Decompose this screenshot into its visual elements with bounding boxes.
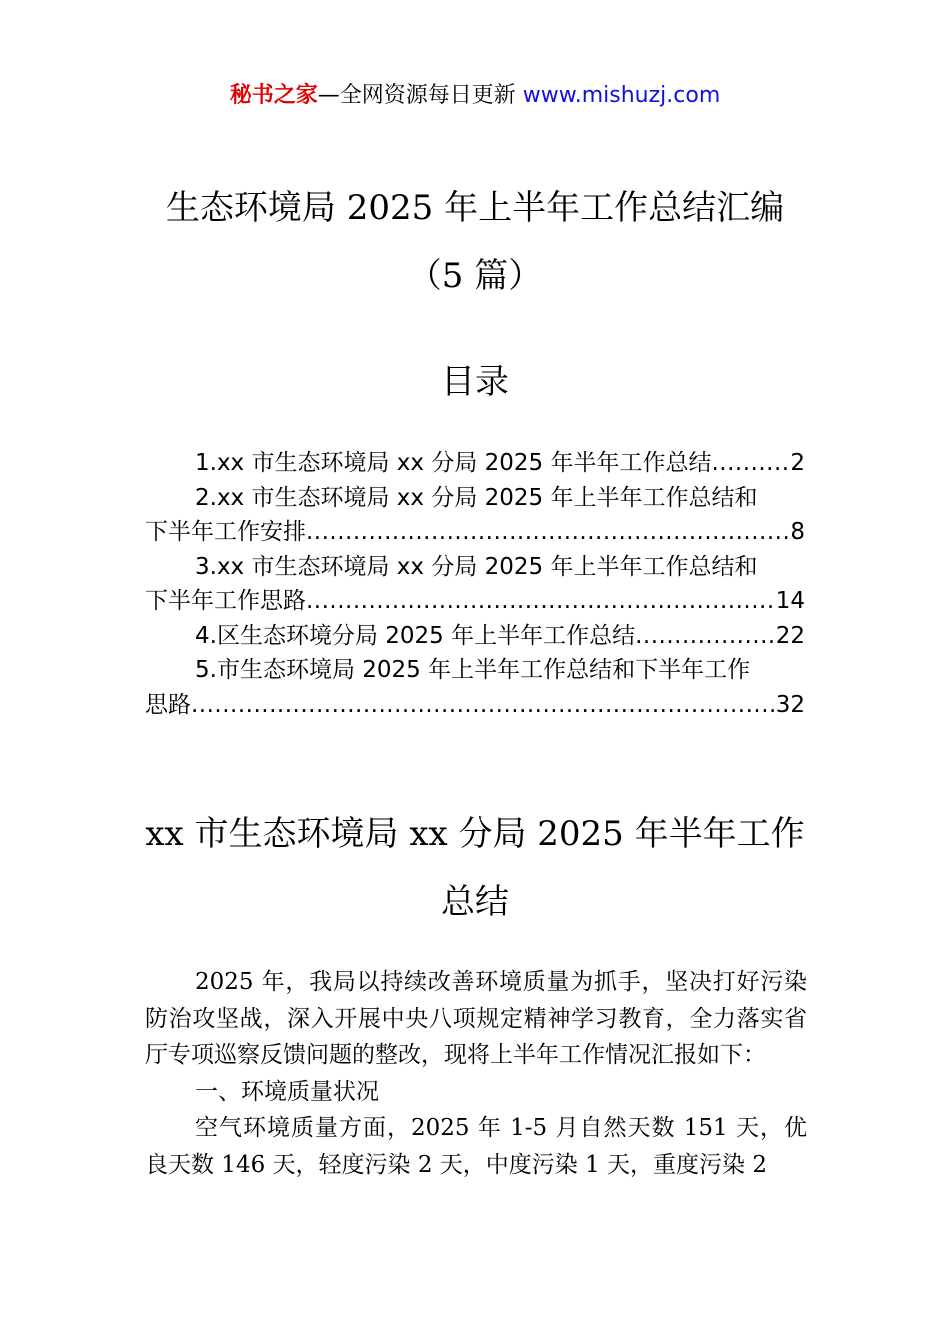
banner-brand: 秘书之家 (229, 83, 318, 108)
body-paragraph: 2025 年，我局以持续改善环境质量为抓手，坚决打好污染防治攻坚战，深入开展中央八项规定精神学习教育，全力落实省厅专项巡察反馈问题的整改，现将上半年工作情况汇报如下： (145, 969, 807, 1068)
toc-entry-text: 1.xx 市生态环境局 xx 分局 2025 年半年工作总结 (195, 450, 712, 476)
toc-entry-text: 4.区生态环境分局 2025 年上半年工作总结 (195, 622, 636, 649)
toc-entry-continuation[interactable] (145, 515, 805, 550)
toc-leader (191, 688, 776, 723)
toc-leader (306, 584, 776, 619)
toc-entry[interactable] (145, 550, 805, 585)
toc-page-number: 2 (790, 450, 805, 476)
toc-leader (711, 446, 790, 481)
toc-entry[interactable] (145, 481, 805, 516)
toc-entry[interactable] (145, 619, 805, 654)
toc-entry-text: 下半年工作安排 (145, 519, 306, 545)
document-title: 生态环境局 2025 年上半年工作总结汇编 (165, 188, 785, 228)
toc-entry-text: 下半年工作思路 (145, 588, 306, 614)
toc-page-number: 32 (775, 691, 805, 718)
toc-entry[interactable] (145, 653, 805, 688)
table-of-contents (145, 446, 805, 722)
toc-entry-text: 5.市生态环境局 2025 年上半年工作总结和下半年工作 (195, 657, 751, 683)
toc-entry[interactable] (145, 446, 805, 481)
section-heading: 一、环境质量状况 (195, 1078, 379, 1105)
section-title-continued: 总结 (441, 882, 509, 922)
body-paragraph: 空气环境质量方面，2025 年 1-5 月自然天数 151 天，优良天数 146 天，轻度污染 2 天，中度污染 1 天，重度污染 2 (145, 1115, 807, 1178)
toc-page-number: 8 (790, 519, 805, 545)
toc-page-number: 14 (775, 588, 805, 614)
toc-entry-text: 3.xx 市生态环境局 xx 分局 2025 年上半年工作总结和 (195, 553, 758, 580)
toc-entry-text: 思路 (145, 691, 191, 718)
toc-entry-text: 2.xx 市生态环境局 xx 分局 2025 年上半年工作总结和 (195, 484, 758, 511)
banner-tagline: —全网资源每日更新 (317, 83, 516, 108)
toc-leader (635, 619, 776, 654)
banner-url[interactable]: www.mishuzj.com (522, 83, 721, 108)
toc-entry-continuation[interactable] (145, 688, 805, 723)
document-subtitle: （5 篇） (407, 256, 543, 296)
toc-entry-continuation[interactable] (145, 584, 805, 619)
toc-page-number: 22 (775, 622, 805, 649)
section-title: xx 市生态环境局 xx 分局 2025 年半年工作 (145, 814, 805, 854)
section-body (145, 964, 807, 1183)
site-banner (0, 80, 950, 112)
toc-leader (306, 515, 790, 550)
toc-heading: 目录 (441, 362, 509, 402)
